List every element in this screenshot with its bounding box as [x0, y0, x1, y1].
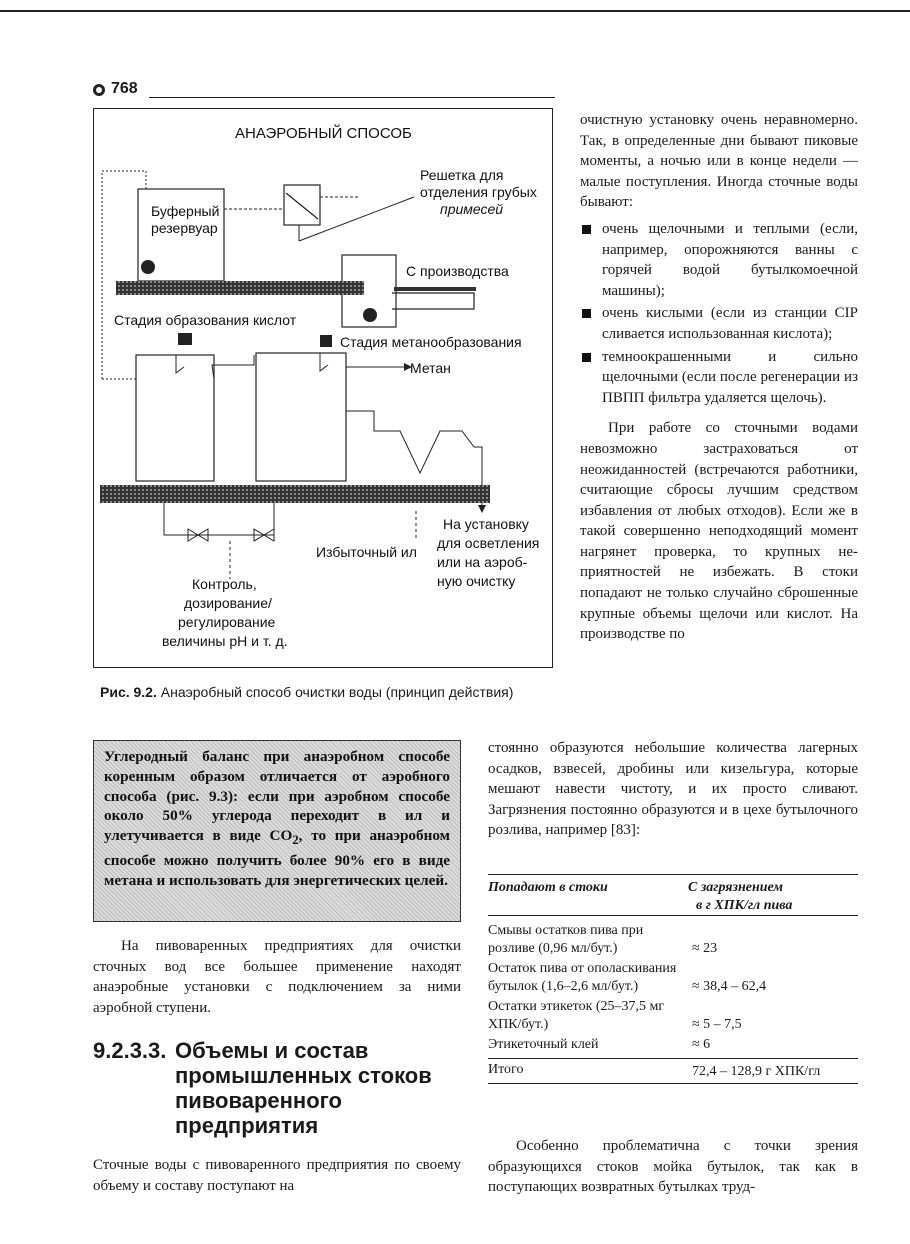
page-header: [93, 80, 555, 100]
to-plant-label-4: ную очистку: [437, 573, 516, 589]
control-label-4: величины рН и т. д.: [162, 633, 288, 649]
grating-label-2: отделения грубых: [420, 184, 537, 200]
table-total-label: Итого: [488, 1062, 524, 1077]
wide-para-text: стоянно образуются небольшие количества лагерных осадков, взвесей, дробины или кизельгура, которые мешают навести чистоту, и их просто сливают. Загрязнения постоянно образуются и в цехе бутылочного розлива, например [83]:: [488, 740, 858, 839]
shaded-subscript: 2: [292, 833, 299, 848]
table-cell-value: ≈ 5 – 7,5: [692, 1017, 742, 1032]
table-total-row: [488, 1058, 858, 1084]
methane-reactor: [256, 353, 346, 481]
table-header-col2: [688, 879, 858, 915]
right-intro: очистную установку очень неравномерно. Так, в определенные дни бывают пиковые моменты, а ночью или в конце недели — малые поступления. Иногда сточные воды бывают:: [580, 112, 858, 211]
top-rule: [0, 10, 910, 12]
buffer-pump-icon: [141, 260, 155, 274]
section-title: Объемы и состав промышленных стоков пивоваренного предприятия: [175, 1038, 432, 1138]
acid-reactor: [136, 355, 214, 481]
right-column: [580, 110, 858, 645]
table-row: [488, 1036, 858, 1054]
to-plant-label-1: На установку: [443, 516, 529, 532]
page-marker-icon: [93, 84, 105, 96]
header-col2-line1: С загрязнением: [688, 880, 783, 895]
section-number: 9.2.3.3.: [93, 1038, 167, 1063]
table-cell-value: ≈ 38,4 – 62,4: [692, 979, 767, 994]
wide-paragraph: [488, 738, 858, 841]
control-label-2: дозирование/: [184, 595, 272, 611]
from-production-label: С производства: [406, 263, 509, 279]
bullet-item: очень щелочными и теплыми (если, например, опорожняются ванны с горячей водой бутылкомоечной машины);: [580, 219, 858, 301]
carbon-balance-box: [93, 740, 461, 922]
table-cell-name: Остатки этикеток (25–37,5 мг ХПК/бут.): [488, 999, 665, 1032]
caption-label: Рис. 9.2.: [100, 684, 157, 700]
buffer-label-1: Буферный: [151, 203, 220, 219]
bullet-item: очень кислыми (если из станции CIP сливается использованная кислота);: [580, 303, 858, 344]
left-para-2-text: Сточные воды с пивоваренного предприятия по своему объему и составу поступают на: [93, 1157, 461, 1194]
table-header: [488, 874, 858, 916]
bullet-list: [580, 219, 858, 408]
acid-stage-label: Стадия образования кислот: [114, 312, 297, 328]
control-label-1: Контроль,: [192, 576, 257, 592]
excess-sludge-label: Избыточный ил: [316, 544, 417, 560]
contamination-table: [488, 874, 858, 1084]
anaerobic-diagram: [94, 109, 554, 669]
grating-label-1: Решетка для: [420, 167, 504, 183]
acid-stage-bar: [116, 281, 364, 295]
grating-box: [284, 185, 320, 225]
left-paragraph-1: [93, 936, 461, 1018]
right-bottom-text: Особенно проблематична с точки зрения образующихся стоков мойка бутылок, так как в поступающих возвратных бутылках труд-: [488, 1138, 858, 1196]
acid-reactor-cap: [178, 333, 192, 345]
table-total-value: 72,4 – 128,9 г ХПК/гл: [692, 1064, 821, 1079]
header-col2-line2: в г ХПК/гл пива: [696, 898, 793, 913]
figure-title: АНАЭРОБНЫЙ СПОСОБ: [235, 125, 412, 142]
shaded-text-2: , то при анаэробном способе можно получить более 90% его в виде метана и использовать для энергетических целей.: [104, 827, 450, 889]
table-header-col1: Попадают в стоки: [488, 880, 608, 895]
to-plant-label-2: для осветления: [437, 535, 540, 551]
right-para-2: При работе со сточными водами невозможно застраховаться от неожиданностей (встречаются работники, считающие сбросы лучшим средством избавления от любых отходов). Если же в такой совершенно неподходящий момент нагрянет проверка, то крупных неприятностей не избежать. В стоки попадают не только случайно сброшенные крупные объемы щелочи или кислот. На производстве по: [580, 420, 858, 643]
header-rule: [149, 97, 555, 98]
right-bottom-paragraph: [488, 1136, 858, 1198]
figure-caption: [100, 684, 555, 700]
table-row: [488, 960, 858, 996]
production-pump-icon: [363, 308, 377, 322]
table-cell-name: Остаток пива от ополаскивания бутылок (1,6–2,6 мл/бут.): [488, 961, 677, 994]
table-row: [488, 922, 858, 958]
table-cell-value: ≈ 23: [692, 941, 718, 956]
page-number: 768: [111, 80, 138, 97]
table-cell-name: Смывы остатков пива при розливе (0,96 мл/бут.): [488, 923, 644, 956]
figure-9-2: [93, 108, 553, 668]
bullet-item: темноокрашенными и сильно щелочными (если после регенерации из ПВПП фильтра удаляется щелочь).: [580, 347, 858, 409]
methane-label: Метан: [410, 360, 451, 376]
methane-stage-bar: [100, 485, 490, 503]
grating-label-3: примесей: [440, 201, 504, 217]
table-cell-name: Этикеточный клей: [488, 1037, 599, 1052]
caption-text: Анаэробный способ очистки воды (принцип действия): [156, 684, 514, 700]
buffer-label-2: резервуар: [151, 220, 218, 236]
control-label-3: регулирование: [178, 614, 276, 630]
table-row: [488, 998, 858, 1034]
methane-reactor-cap: [320, 335, 332, 347]
methane-stage-label: Стадия метанообразования: [340, 334, 522, 350]
left-paragraph-2: [93, 1155, 461, 1196]
to-plant-label-3: или на аэроб-: [437, 554, 528, 570]
table-cell-value: ≈ 6: [692, 1037, 711, 1052]
shaded-text-1: Углеродный баланс при анаэробном способе коренным образом отличается от аэробного способа (рис. 9.3): если при аэробном способе около 50% углерода переходит в ил и улетучивается в виде СО: [104, 748, 450, 845]
left-para-1-text: На пивоваренных предприятиях для очистки сточных вод все большее применение находят анаэробные установки с подключением за ними аэробной ступени.: [93, 938, 461, 1016]
